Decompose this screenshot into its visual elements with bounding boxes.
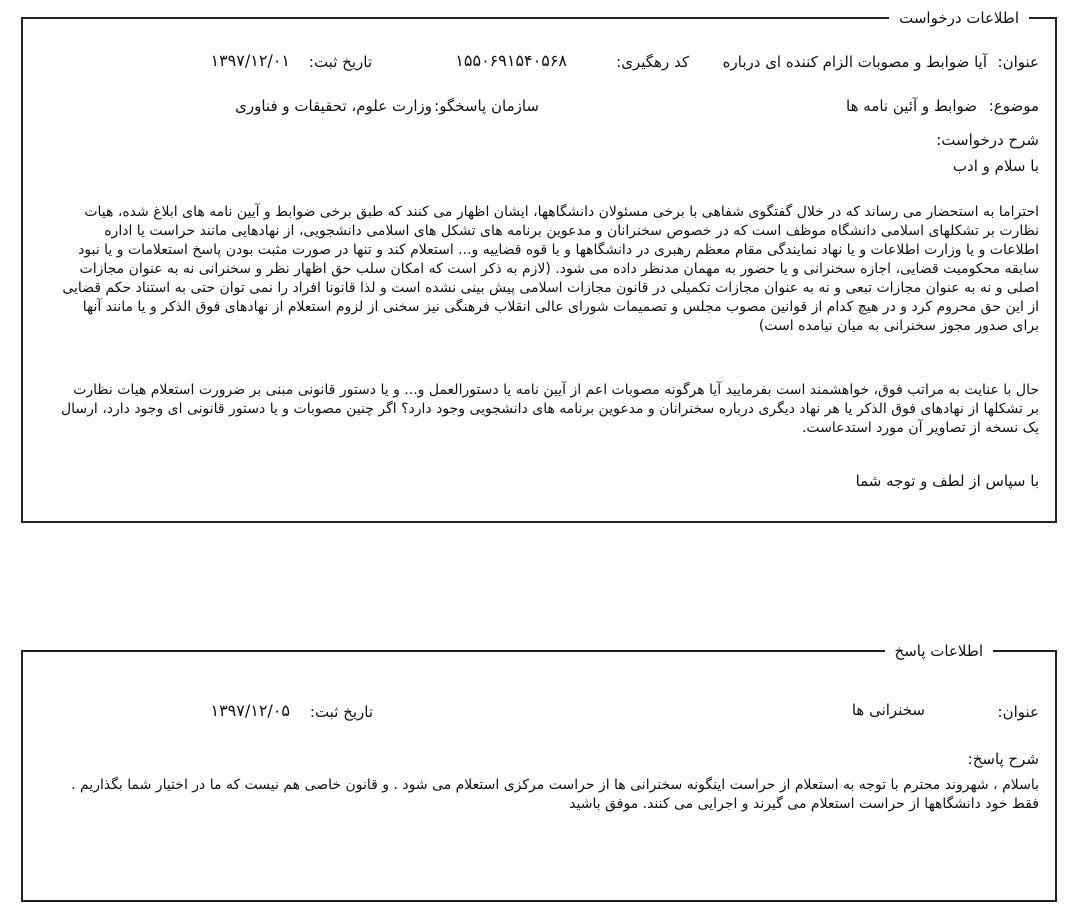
subject-label: موضوع: xyxy=(988,97,1039,115)
tracking-code-value: ۱۵۵۰۶۹۱۵۴۰۵۶۸ xyxy=(455,51,567,70)
subject-value: ضوابط و آئین نامه ها xyxy=(846,97,977,115)
request-title-label: عنوان: xyxy=(997,53,1039,71)
responding-org-label: سازمان پاسخگو: xyxy=(434,97,539,115)
response-title-label: عنوان: xyxy=(997,703,1039,721)
response-info-box xyxy=(21,642,1057,902)
response-date-label: تاریخ ثبت: xyxy=(309,703,373,721)
response-title-value: سخنرانی ها xyxy=(851,701,925,719)
response-info-heading: اطلاعات پاسخ xyxy=(885,641,993,661)
request-date-value: ۱۳۹۷/۱۲/۰۱ xyxy=(210,51,290,70)
tracking-code-label: کد رهگیری: xyxy=(616,53,689,71)
response-body: باسلام ، شهروند محترم با توجه به استعلام از حراست اینگونه سخنرانی ها از حراست مرکزی استعلام می شود . و قانون خاصی هم نیست که ما در اختیار شما بگذاریم . فقط خود دانشگاهها از حراست استعلام می گیرند و اجرایی می کنند. موفق باشید xyxy=(71,777,1039,812)
request-paragraph-2: حال با عنایت به مراتب فوق، خواهشمند است بفرمایید آیا هرگونه مصوبات اعم از آیین نامه یا دستورالعمل و... و یا دستور قانونی مبنی بر ضرورت استعلام هیات نظارت بر تشکلها از نهادهای فوق الذکر یا هر نهاد دیگری درباره سخنرانان و مدعوین برنامه های دانشجویی وجود دارد؟ اگر چنین مصوبات و یا دستور قانونی ای وجود دارد، ارسال یک نسخه از تصاویر آن مورد استدعاست. xyxy=(60,382,1039,436)
request-greeting: با سلام و ادب xyxy=(952,157,1039,175)
request-description-label: شرح درخواست: xyxy=(936,131,1039,149)
request-date-label: تاریخ ثبت: xyxy=(308,53,372,71)
request-paragraph-1: احتراما به استحضار می رساند که در خلال گفتگوی شفاهی با برخی مسئولان دانشگاهها، ایشان اظهار می کنند که طبق برخی ضوابط و آیین نامه های ابلاغ شده، هیات نظارت بر تشکلهای اسلامی دانشگاه موظف است که در خصوص سخنرانان و مدعوین برنامه های تشکل های اسلامی دانشجویی، از نهادهایی مانند حراست یا اداره اطلاعات و یا وزارت اطلاعات و یا نهاد نمایندگی مقام معظم رهبری در دانشگاهها و یا قوه قضاییه و... استعلام کند و تنها در صورت مثبت بودن پاسخ استعلامات و یا نبود سابقه محکومیت قضایی، اجازه سخنرانی و یا حضور به مهمان مدنظر داده می شود. (لازم به ذکر است که امکان سلب حق اظهار نظر و سخنرانی نه به عنوان مجازات اصلی و نه به عنوان مجازات تبعی و نه به عنوان مجازات تکمیلی در قانون مجازات اسلامی پیش بینی نشده است و لذا قانونا افراد را نمی توان حتی به استناد حکم قضایی از این حق محروم کرد و در هیچ کدام از قوانین مصوب مجلس و تصمیمات شورای عالی انقلاب فرهنگی نیز سخنی از لزوم استعلام از نهادهای فوق الذکر و یا مانند آنها برای صدور مجوز سخنرانی به میان نیامده است) xyxy=(62,204,1039,334)
request-info-heading: اطلاعات درخواست xyxy=(889,8,1029,28)
response-description-label: شرح پاسخ: xyxy=(967,750,1039,768)
response-date-value: ۱۳۹۷/۱۲/۰۵ xyxy=(210,701,290,720)
request-info-box xyxy=(21,9,1057,523)
request-closing: با سپاس از لطف و توجه شما xyxy=(855,472,1039,490)
request-title-value: آیا ضوابط و مصوبات الزام کننده ای درباره xyxy=(722,53,987,71)
responding-org-value: وزارت علوم، تحقیقات و فناوری xyxy=(235,97,432,115)
